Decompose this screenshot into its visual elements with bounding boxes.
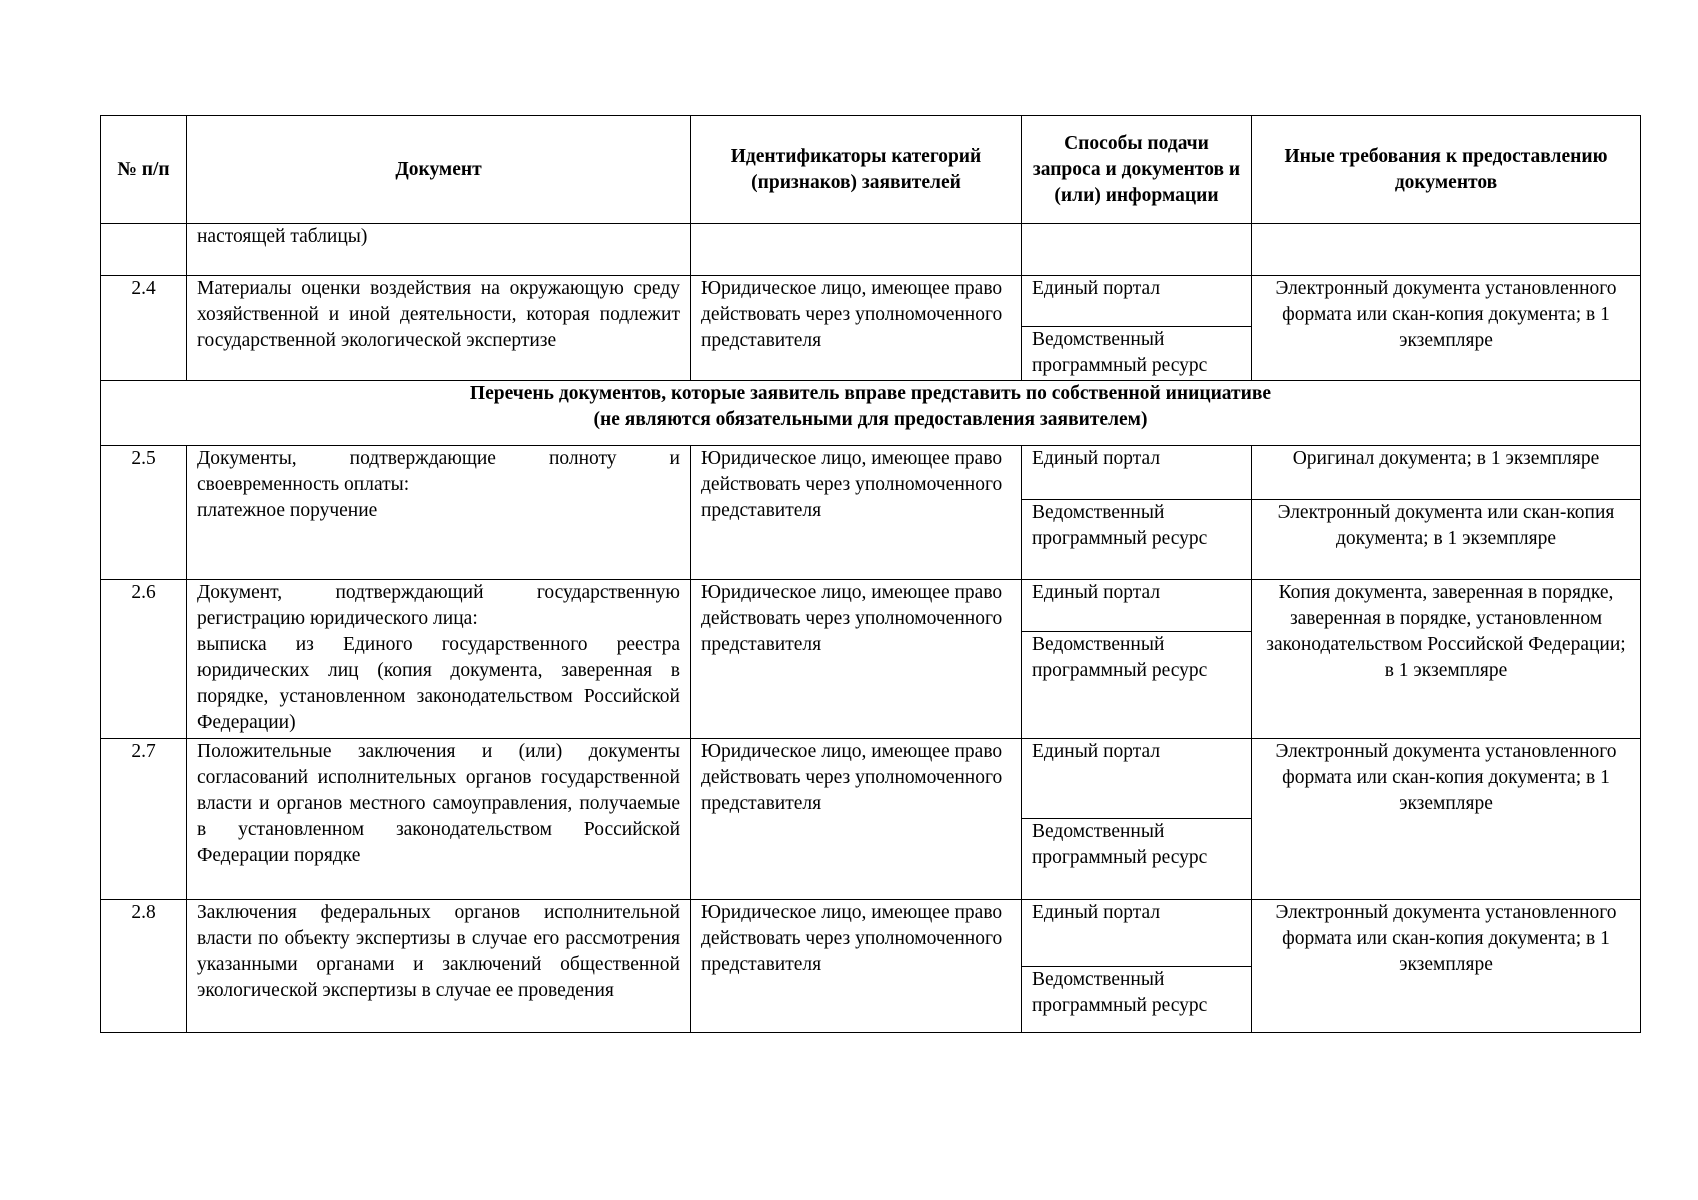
table-row (101, 580, 1641, 632)
cell-requirement: Электронный документа установленного формата или скан-копия документа; в 1 экземпляре (1252, 739, 1641, 900)
cell-method-portal: Единый портал (1022, 276, 1252, 327)
document-text: Документы, подтверждающие полноту и своевременность оплаты: (197, 448, 680, 495)
cell-method-resource: Ведомственный программный ресурс (1022, 632, 1252, 739)
documents-table (100, 115, 1641, 1033)
cell-num: 2.8 (101, 900, 187, 1033)
cell-document (187, 446, 691, 580)
section-heading-line2: (не являются обязательными для предоставления заявителем) (593, 409, 1148, 430)
cell-num: 2.6 (101, 580, 187, 739)
cell-document: Заключения федеральных органов исполнительной власти по объекту экспертизы в случае его рассмотрения указанными органами и заключений общественной экологической экспертизы в случае ее проведения (187, 900, 691, 1033)
cell-method-portal: Единый портал (1022, 900, 1252, 967)
cell-requirement: Оригинал документа; в 1 экземпляре (1252, 446, 1641, 500)
section-row (101, 381, 1641, 446)
table-row (101, 739, 1641, 819)
table-row (101, 224, 1641, 276)
table-row (101, 446, 1641, 500)
cell-document: Материалы оценки воздействия на окружающую среду хозяйственной и иной деятельности, которая подлежит государственной экологической экспертизе (187, 276, 691, 381)
header-methods: Способы подачи запроса и документов и (или) информации (1022, 116, 1252, 224)
cell-method-resource: Ведомственный программный ресурс (1022, 819, 1252, 900)
header-identifiers: Идентификаторы категорий (признаков) заявителей (691, 116, 1022, 224)
table-row (101, 276, 1641, 327)
cell-identifier: Юридическое лицо, имеющее право действовать через уполномоченного представителя (691, 900, 1022, 1033)
document-text: Документ, подтверждающий государственную регистрацию юридического лица: (197, 582, 680, 629)
cell-num (101, 224, 187, 276)
cell-document: настоящей таблицы) (187, 224, 691, 276)
header-requirements: Иные требования к предоставлению документов (1252, 116, 1641, 224)
section-heading-line1: Перечень документов, которые заявитель вправе представить по собственной инициативе (469, 383, 1272, 404)
cell-requirement: Электронный документа установленного формата или скан-копия документа; в 1 экземпляре (1252, 276, 1641, 381)
cell-num: 2.7 (101, 739, 187, 900)
cell-method-resource: Ведомственный программный ресурс (1022, 327, 1252, 381)
table-row (101, 900, 1641, 967)
cell-identifier: Юридическое лицо, имеющее право действовать через уполномоченного представителя (691, 580, 1022, 739)
header-num: № п/п (101, 116, 187, 224)
cell-requirement: Электронный документа установленного формата или скан-копия документа; в 1 экземпляре (1252, 900, 1641, 1033)
cell-document (187, 580, 691, 739)
header-document: Документ (187, 116, 691, 224)
cell-identifier: Юридическое лицо, имеющее право действовать через уполномоченного представителя (691, 276, 1022, 381)
cell-method-portal: Единый портал (1022, 580, 1252, 632)
cell-identifier: Юридическое лицо, имеющее право действовать через уполномоченного представителя (691, 446, 1022, 580)
cell-requirement: Электронный документа или скан-копия документа; в 1 экземпляре (1252, 500, 1641, 580)
cell-requirement (1252, 224, 1641, 276)
cell-method (1022, 224, 1252, 276)
cell-num: 2.5 (101, 446, 187, 580)
cell-requirement: Копия документа, заверенная в порядке, заверенная в порядке, установленном законодательством Российской Федерации; в 1 экземпляре (1252, 580, 1641, 739)
cell-identifier: Юридическое лицо, имеющее право действовать через уполномоченного представителя (691, 739, 1022, 900)
cell-identifier (691, 224, 1022, 276)
cell-method-resource: Ведомственный программный ресурс (1022, 500, 1252, 580)
document-subtext: выписка из Единого государственного реестра юридических лиц (копия документа, заверенная в порядке, установленном законодательством Российской Федерации) (197, 634, 680, 733)
cell-document: Положительные заключения и (или) документы согласований исполнительных органов государственной власти и органов местного самоуправления, получаемые в установленном законодательством Российской Федерации порядке (187, 739, 691, 900)
cell-method-portal: Единый портал (1022, 446, 1252, 500)
cell-method-portal: Единый портал (1022, 739, 1252, 819)
cell-method-resource: Ведомственный программный ресурс (1022, 967, 1252, 1033)
header-row (101, 116, 1641, 224)
document-subtext: платежное поручение (197, 500, 378, 521)
section-heading (101, 381, 1641, 446)
cell-num: 2.4 (101, 276, 187, 381)
